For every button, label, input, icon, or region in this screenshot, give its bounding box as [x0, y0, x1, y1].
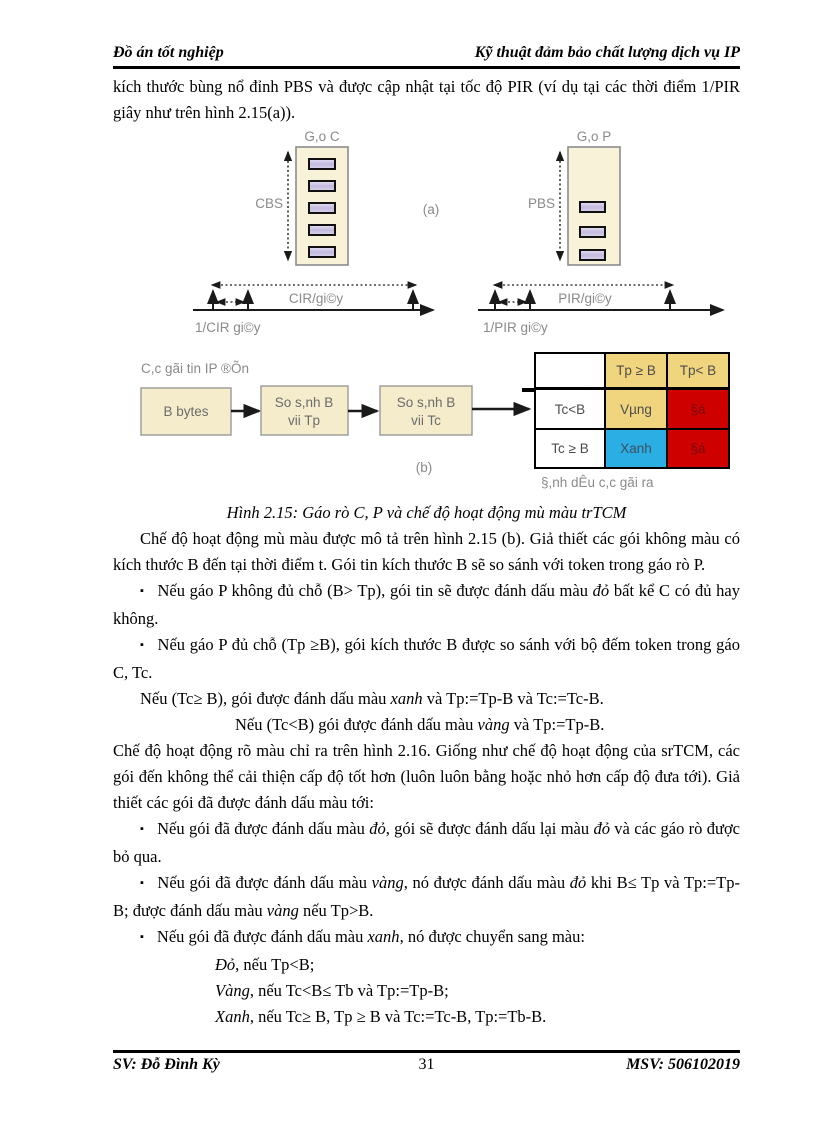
table-cell: Xanh [606, 430, 668, 467]
footer-msv: MSV: 506102019 [626, 1056, 740, 1073]
flow-box-label: So s,nh B [396, 395, 456, 410]
condition-line: Đỏ, nếu Tp<B; [215, 955, 315, 974]
gauge-p-tokens [580, 202, 605, 260]
bullet-text: Nếu gói đã được đánh dấu màu xanh, nó được chuyển sang màu: [156, 927, 585, 946]
page-header [113, 44, 740, 69]
paragraph-intro: kích thước bùng nổ đỉnh PBS và được cập nhật tại tốc độ PIR (ví dụ tại các thời điểm 1/PIR giây như trên hình 2.15(a)). [113, 77, 740, 122]
bullet-marker: ▪ [140, 585, 145, 597]
flow-box-label: B bytes [163, 404, 209, 419]
table-cell: §á [668, 430, 728, 467]
condition-line: Nếu (Tc<B) gói được đánh dấu màu vàng và Tp:=Tp-B. [235, 715, 605, 734]
table-row-divider-stub [522, 388, 534, 392]
bullet-item [113, 924, 740, 952]
bullet-text: Nếu gáo P không đủ chỗ (B> Tp), gói tin sẽ được đánh dấu màu đỏ bất kể C có đủ hay không. [113, 581, 740, 628]
pbs-label: PBS [527, 196, 555, 211]
bullet-marker: ▪ [140, 931, 144, 943]
flow-box-label: vii Tp [287, 413, 321, 428]
header-left: Đồ án tốt nghiệp [113, 44, 224, 61]
cir-tick-label: 1/CIR gi©y [195, 320, 261, 335]
bullet-item [113, 578, 740, 632]
header-right: Kỹ thuật đảm bảo chất lượng dịch vụ IP [474, 44, 740, 61]
figure-caption: Hình 2.15: Gáo rò C, P và chế độ hoạt động mù màu trTCM [226, 503, 627, 522]
sub-label-a: (a) [422, 202, 440, 217]
bullet-item [113, 632, 740, 686]
gauge-c-title: G,o C [304, 129, 340, 144]
marking-table-caption: §,nh dÊu c,c gãi ra [541, 475, 654, 490]
table-cell: Tp ≥ B [606, 354, 668, 390]
condition-line: Xanh, nếu Tc≥ B, Tp ≥ B và Tc:=Tc-B, Tp:=Tb-B. [215, 1007, 547, 1026]
flow-box-label: So s,nh B [274, 395, 334, 410]
table-cell: §á [668, 390, 728, 430]
marking-table [534, 352, 730, 469]
bullet-marker: ▪ [140, 823, 145, 835]
pir-rate-label: PIR/gi©y [558, 291, 612, 306]
page-footer [113, 1050, 740, 1074]
bullet-text: Nếu gáo P đủ chỗ (Tp ≥B), gói kích thước B được so sánh với bộ đếm token trong gáo C, Tc. [113, 635, 740, 682]
table-cell: Tc<B [536, 390, 606, 430]
flow-box-label: vii Tc [411, 413, 441, 428]
condition-line: Vàng, nếu Tc<B≤ Tb và Tp:=Tp-B; [215, 981, 449, 1000]
footer-student: SV: Đỗ Đình Kỳ [113, 1056, 220, 1073]
condition-line: Nếu (Tc≥ B), gói được đánh dấu màu xanh và Tp:=Tp-B và Tc:=Tc-B. [140, 689, 604, 708]
bullet-item [113, 816, 740, 870]
flow-input-label: C,c gãi tin IP ®Õn [141, 361, 249, 376]
table-cell: Vµng [606, 390, 668, 430]
bullet-text: Nếu gói đã được đánh dấu màu vàng, nó được đánh dấu màu đỏ khi B≤ Tp và Tp:=Tp-B; được đánh dấu màu vàng nếu Tp>B. [113, 873, 740, 920]
paragraph: Chế độ hoạt động rõ màu chỉ ra trên hình 2.16. Giống như chế độ hoạt động của srTCM, các gói đến không thể cải thiện cấp độ tốt hơn (luôn luôn bằng hoặc nhỏ hơn cấp độ đưa tới). Giả thiết các gói đã được đánh dấu màu tới: [113, 741, 740, 812]
table-cell [536, 354, 606, 390]
bullet-marker: ▪ [140, 639, 145, 651]
pir-tick-label: 1/PIR gi©y [483, 320, 548, 335]
table-cell: Tc ≥ B [536, 430, 606, 467]
cbs-label: CBS [255, 196, 283, 211]
bullet-marker: ▪ [140, 877, 145, 889]
table-cell: Tp< B [668, 354, 728, 390]
gauge-p-title: G,o P [576, 129, 612, 144]
sub-label-b: (b) [415, 460, 433, 475]
paragraph: Chế độ hoạt động mù màu được mô tả trên hình 2.15 (b). Giả thiết các gói không màu có kích thước B đến tại thời điểm t. Gói tin kích thước B sẽ so sánh với token trong gáo rò P. [113, 529, 740, 574]
figure-2-15 [113, 128, 740, 496]
page-number: 31 [418, 1056, 435, 1073]
bullet-item [113, 870, 740, 924]
bullet-text: Nếu gói đã được đánh dấu màu đỏ, gói sẽ được đánh dấu lại màu đỏ và các gáo rò được bỏ qua. [113, 819, 740, 866]
cir-rate-label: CIR/gi©y [288, 291, 344, 306]
